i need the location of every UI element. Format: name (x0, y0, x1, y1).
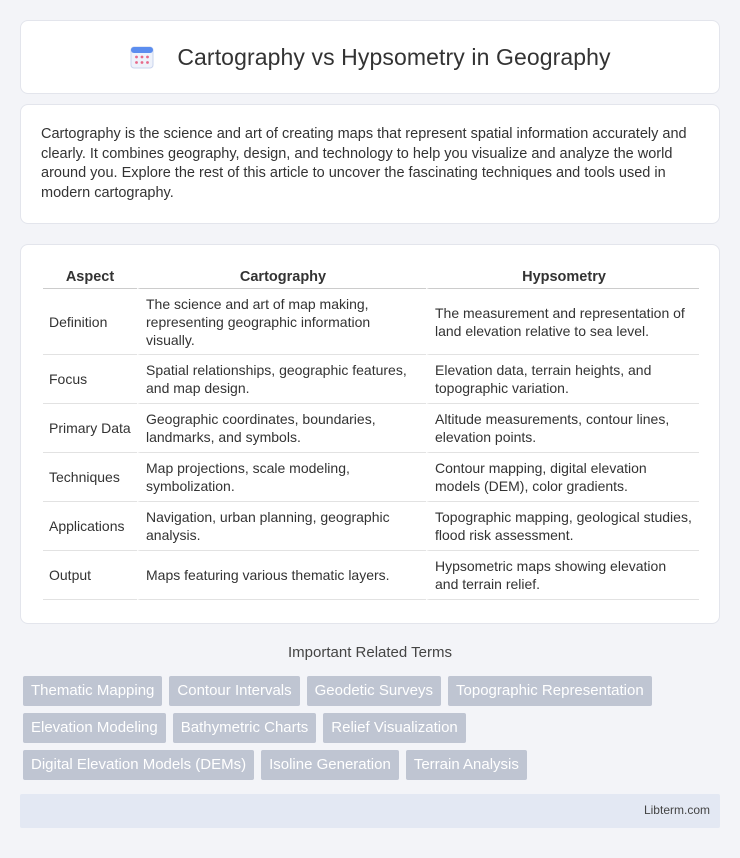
related-terms-title: Important Related Terms (288, 644, 452, 661)
related-terms-row (23, 713, 723, 743)
row-hypsometry: Hypsometric maps showing elevation and terrain relief. (426, 551, 699, 600)
page-title: Cartography vs Hypsometry in Geography (177, 43, 611, 70)
footer-brand[interactable]: Libterm.com (643, 803, 710, 817)
related-term-tag[interactable]: Relief Visualization (323, 713, 465, 743)
table-row (43, 355, 699, 404)
related-terms-row (23, 750, 723, 780)
related-terms (23, 676, 723, 787)
row-cartography: Geographic coordinates, boundaries, landmarks, and symbols. (137, 404, 426, 453)
calendar-grid-icon (129, 44, 155, 70)
table-row (43, 289, 699, 355)
header-aspect: Aspect (43, 265, 137, 289)
related-term-tag[interactable]: Thematic Mapping (23, 676, 162, 706)
row-cartography: Maps featuring various thematic layers. (137, 551, 426, 600)
intro-text: Cartography is the science and art of creating maps that represent spatial information accurately and clearly. It combines geography, design, and technology to help you visualize and analyze the world around you. Explore the rest of this article to uncover the fascinating techniques and tools used in modern cartography. (41, 126, 687, 201)
comparison-table-card (20, 244, 720, 624)
row-hypsometry: Elevation data, terrain heights, and topographic variation. (426, 355, 699, 404)
header-cartography: Cartography (137, 265, 426, 289)
row-aspect: Techniques (43, 453, 137, 502)
row-hypsometry: Topographic mapping, geological studies, flood risk assessment. (426, 502, 699, 551)
header-card (20, 20, 720, 94)
related-term-tag[interactable]: Terrain Analysis (406, 750, 527, 780)
row-cartography: Spatial relationships, geographic features, and map design. (137, 355, 426, 404)
related-terms-row (23, 676, 723, 706)
row-cartography: Map projections, scale modeling, symbolization. (137, 453, 426, 502)
row-hypsometry: Contour mapping, digital elevation models (DEM), color gradients. (426, 453, 699, 502)
related-term-tag[interactable]: Elevation Modeling (23, 713, 166, 743)
header-hypsometry: Hypsometry (426, 265, 699, 289)
related-term-tag[interactable]: Topographic Representation (448, 676, 652, 706)
related-term-tag[interactable]: Isoline Generation (261, 750, 399, 780)
row-aspect: Focus (43, 355, 137, 404)
table-row (43, 551, 699, 600)
related-term-tag[interactable]: Contour Intervals (169, 676, 299, 706)
intro-card (20, 104, 720, 224)
row-aspect: Output (43, 551, 137, 600)
row-cartography: The science and art of map making, representing geographic information visually. (137, 289, 426, 355)
table-header-row (43, 265, 699, 289)
related-term-tag[interactable]: Digital Elevation Models (DEMs) (23, 750, 254, 780)
comparison-table (43, 265, 699, 600)
table-row (43, 404, 699, 453)
row-hypsometry: Altitude measurements, contour lines, elevation points. (426, 404, 699, 453)
footer (20, 794, 720, 828)
table-row (43, 453, 699, 502)
related-term-tag[interactable]: Geodetic Surveys (307, 676, 441, 706)
row-aspect: Definition (43, 289, 137, 355)
related-term-tag[interactable]: Bathymetric Charts (173, 713, 317, 743)
row-hypsometry: The measurement and representation of land elevation relative to sea level. (426, 289, 699, 355)
table-row (43, 502, 699, 551)
row-aspect: Primary Data (43, 404, 137, 453)
row-aspect: Applications (43, 502, 137, 551)
row-cartography: Navigation, urban planning, geographic analysis. (137, 502, 426, 551)
